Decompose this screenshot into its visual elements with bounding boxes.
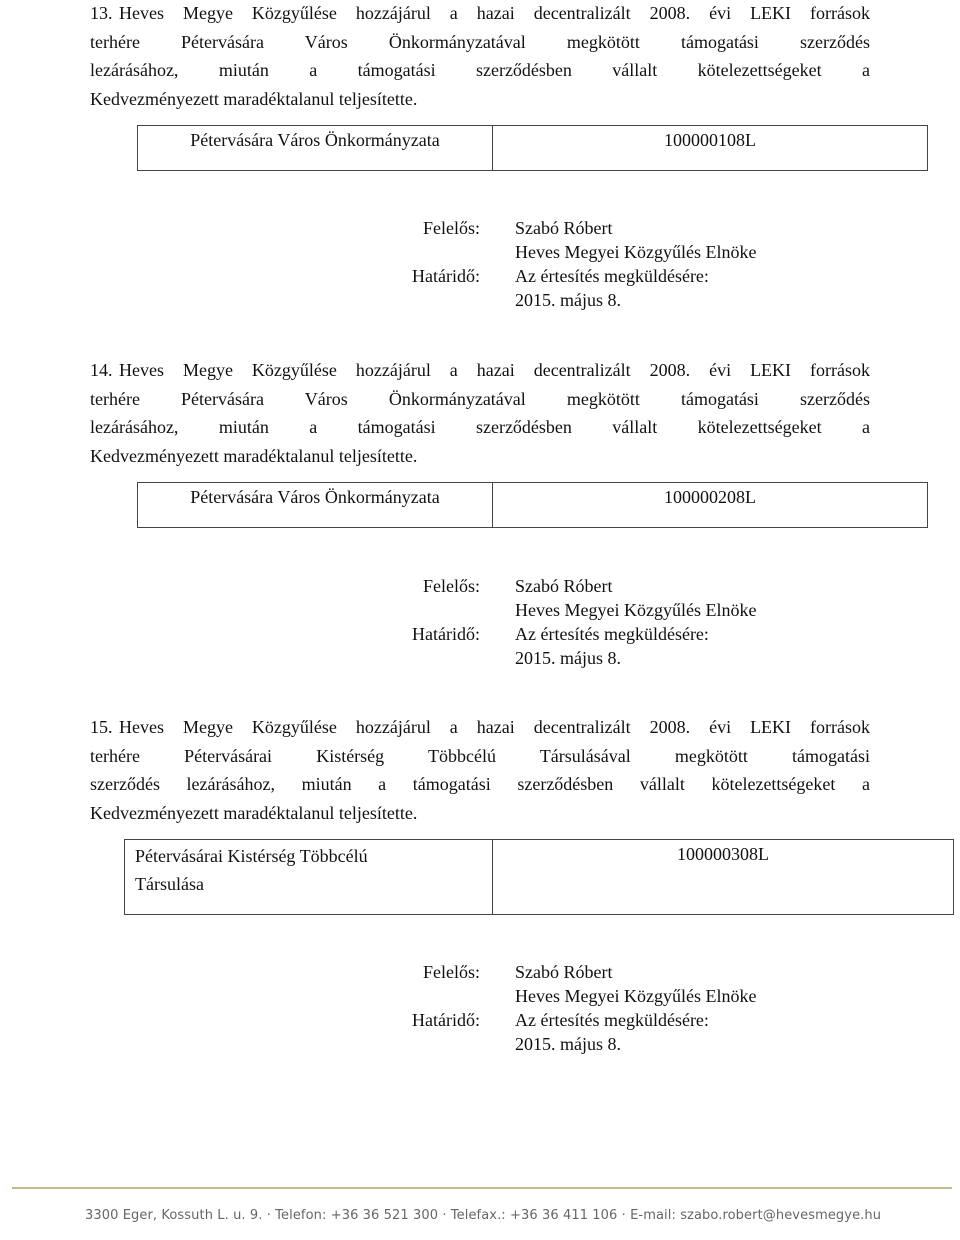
responsible-label: Felelős: [423,962,480,982]
entity-table-13 [137,125,928,171]
entity-name-line: Pétervásárai Kistérség Többcélú [135,846,368,866]
responsible-label: Felelős: [423,218,480,238]
entity-name-line: Társulása [135,874,204,894]
responsible-title: Heves Megyei Közgyűlés Elnöke [515,986,757,1006]
deadline-date: 2015. május 8. [515,290,621,310]
footer-contact: 3300 Eger, Kossuth L. u. 9. · Telefon: +36 36 521 300 · Telefax.: +36 36 411 106 · E-mail: szabo.robert@hevesmegye.hu [85,1208,882,1223]
entity-name [125,840,493,915]
entity-table-14 [137,482,928,528]
resolution-13 [90,0,870,113]
responsible-label: Felelős: [423,576,480,596]
resolution-line: lezárásához, miután a támogatási szerződésben vállalt kötelezettségeket a [90,417,870,437]
deadline-label: Határidő: [412,624,480,644]
resolution-line: terhére Pétervására Város Önkormányzatával megkötött támogatási szerződés [90,388,870,409]
responsibility-block-15 [360,960,820,1056]
resolution-line: terhére Pétervásárai Kistérség Többcélú Társulásával megkötött támogatási [90,745,870,766]
deadline-label: Határidő: [412,1010,480,1030]
responsible-title: Heves Megyei Közgyűlés Elnöke [515,242,757,262]
resolution-15 [90,713,870,827]
entity-name: Pétervására Város Önkormányzata [138,483,493,528]
entity-code: 100000108L [493,126,928,171]
resolution-line: Kedvezményezett maradéktalanul teljesítette. [90,802,418,823]
resolution-line: Heves Megye Közgyűlése hozzájárul a hazai decentralizált 2008. évi LEKI források [119,360,870,380]
entity-table-15 [124,839,954,915]
resolution-line: Heves Megye Közgyűlése hozzájárul a hazai decentralizált 2008. évi LEKI források [119,3,870,23]
resolution-line: Kedvezményezett maradéktalanul teljesítette. [90,88,418,109]
entity-name: Pétervására Város Önkormányzata [138,126,493,171]
responsibility-block-13 [360,216,820,312]
resolution-line: Heves Megye Közgyűlése hozzájárul a hazai decentralizált 2008. évi LEKI források [119,717,870,737]
responsible-name: Szabó Róbert [515,576,613,596]
resolution-line: szerződés lezárásához, miután a támogatási szerződésben vállalt kötelezettségeket a [90,774,870,794]
resolution-line: Kedvezményezett maradéktalanul teljesítette. [90,445,418,466]
item-number: 15. [90,717,113,737]
resolution-line: lezárásához, miután a támogatási szerződésben vállalt kötelezettségeket a [90,60,870,80]
responsible-title: Heves Megyei Közgyűlés Elnöke [515,600,757,620]
deadline-date: 2015. május 8. [515,648,621,668]
resolution-line: terhére Pétervására Város Önkormányzatával megkötött támogatási szerződés [90,31,870,52]
footer-divider [12,1187,952,1189]
deadline-text: Az értesítés megküldésére: [515,624,709,644]
deadline-text: Az értesítés megküldésére: [515,1010,709,1030]
deadline-date: 2015. május 8. [515,1034,621,1054]
deadline-label: Határidő: [412,266,480,286]
entity-code: 100000308L [493,840,954,915]
deadline-text: Az értesítés megküldésére: [515,266,709,286]
item-number: 14. [90,360,113,380]
responsibility-block-14 [360,574,820,670]
responsible-name: Szabó Róbert [515,962,613,982]
item-number: 13. [90,3,113,23]
responsible-name: Szabó Róbert [515,218,613,238]
entity-code: 100000208L [493,483,928,528]
resolution-14 [90,356,870,470]
